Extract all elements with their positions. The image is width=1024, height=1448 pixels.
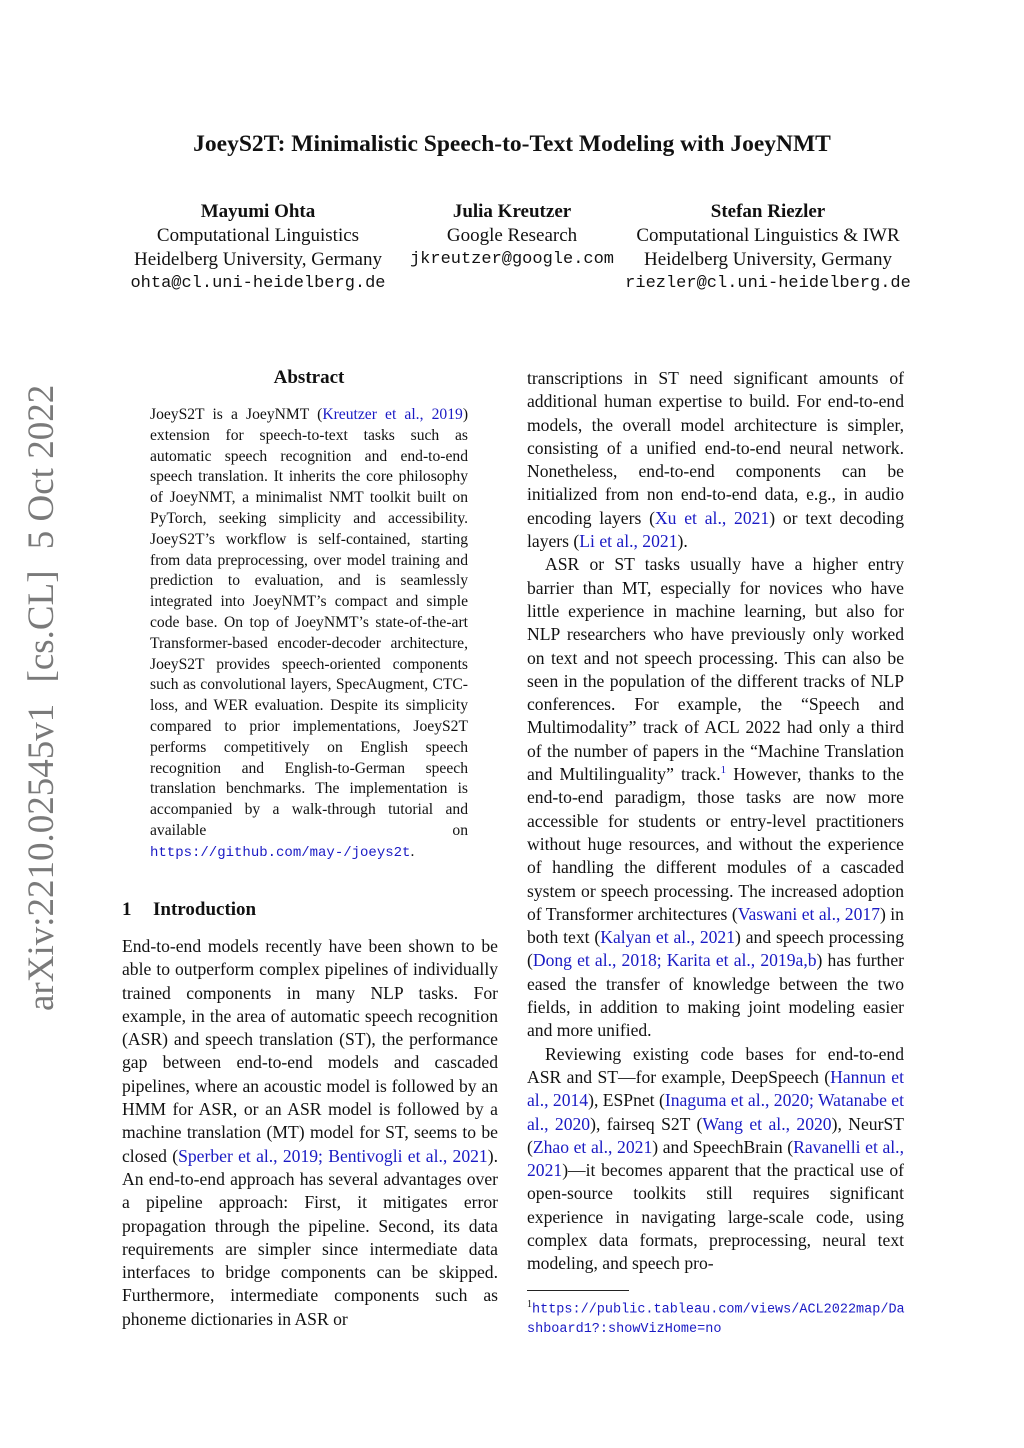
arxiv-id[interactable]: arXiv:2210.02545v1: [21, 703, 62, 1011]
body-text: Reviewing existing code bases for end-to-end ASR and ST—for example, DeepSpeech (: [527, 1043, 904, 1087]
body-text: ), ESPnet (: [588, 1090, 665, 1111]
paragraph: [122, 935, 498, 1331]
author-affiliation: Heidelberg University, Germany: [644, 249, 892, 270]
author-name: Stefan Riezler: [710, 201, 826, 222]
footnote-rule: [527, 1290, 629, 1291]
body-text: ) in both text (: [527, 903, 904, 948]
author-block-ohta: [112, 200, 404, 296]
paper-title: JoeyS2T: Minimalistic Speech-to-Text Modeling with JoeyNMT: [193, 131, 831, 157]
section-title: Introduction: [153, 899, 257, 920]
abstract-heading: Abstract: [273, 367, 345, 388]
abstract-text: ) extension for speech-to-text tasks such as automatic speech recognition and end-to-end speech translation. It inherits the core philosophy of JoeyNMT, a minimalist NMT toolkit built on PyTorch, seeking simplicity and accessibility. JoeyS2T’s workflow is self-contained, starting from data preprocessing, over model training and prediction to evaluation, and is seamlessly integrated into JoeyNMT’s compact and simple code base. On top of JoeyNMT’s state-of-the-art Transformer-based encoder-decoder architecture, JoeyS2T provides speech-oriented components such as convolutional layers, SpecAugment, CTC-loss, and WER evaluation. Despite its simplicity compared to prior implementations, JoeyS2T performs competitively on English speech recognition and English-to-German speech translation benchmarks. The implementation is accompanied by a walk-through tutorial and available on: [150, 406, 469, 839]
citation-link[interactable]: Kalyan et al., 2021: [600, 927, 736, 948]
body-text: ), NeurST (: [527, 1113, 904, 1157]
citation-link[interactable]: Wang et al., 2020: [702, 1113, 832, 1134]
body-text: ), fairseq S2T (: [590, 1113, 703, 1134]
author-affiliation: Computational Linguistics: [156, 225, 360, 246]
footnote-number: 1: [527, 1299, 532, 1310]
author-affiliation: Computational Linguistics & IWR: [636, 225, 900, 246]
citation-link[interactable]: Inaguma et al., 2020; Watanabe et al., 2020: [527, 1090, 904, 1134]
citation-link[interactable]: Vaswani et al., 2017: [737, 903, 880, 924]
abstract-text: .: [410, 842, 415, 860]
arxiv-identifier-stamp: [21, 384, 62, 1017]
body-text: ) has further eased the transfer of knowledge between the two fields, in addition to making joint modeling easier and more unified.: [527, 950, 904, 1041]
citation-link[interactable]: Ravanelli et al., 2021: [527, 1136, 904, 1181]
body-text: transcriptions in ST need significant amounts of additional human expertise to build. For end-to-end models, the overall model architecture is simpler, consisting of a unified end-to-end neural network. Nonetheless, end-to-end components can be initialized from non end-to-end data, e.g., in audio encoding layers (: [527, 368, 904, 528]
citation-link[interactable]: Kreutzer et al., 2019: [322, 406, 463, 423]
author-email[interactable]: ohta@cl.uni-heidelberg.de: [130, 274, 386, 293]
citation-link[interactable]: Xu et al., 2021: [654, 507, 770, 528]
body-text: ) or text decoding layers (: [527, 507, 905, 552]
author-name: Julia Kreutzer: [452, 201, 572, 222]
arxiv-category: [cs.CL]: [21, 570, 62, 683]
author-block-kreutzer: [405, 200, 619, 272]
body-text: End-to-end models recently have been shown to be able to outperform complex pipelines of individually trained components in many NLP tasks. For example, in the area of automatic speech recognition (ASR) and speech translation (ST), the performance gap between end-to-end models and cascaded pipelines, where an acoustic model is followed by an HMM for ASR, or an ASR model is followed by a machine translation (MT) model for ST, seems to be closed (: [122, 936, 498, 1166]
citation-link[interactable]: Hannun et al., 2014: [527, 1066, 904, 1111]
author-email[interactable]: jkreutzer@google.com: [409, 250, 615, 269]
citation-link[interactable]: Li et al., 2021: [579, 531, 678, 552]
author-block-riezler: [620, 200, 916, 296]
paragraph: [527, 553, 904, 1042]
abstract-body: [150, 405, 468, 864]
body-text: ASR or ST tasks usually have a higher entry barrier than MT, especially for novices who have little experience in machine learning, but also for NLP researchers who have previously only worked on text and not speech processing. This can also be seen in the population of the different tracks of NLP conferences. For example, the “Speech and Multimodality” track of ACL 2022 had only a third of the number of papers in the “Machine Translation and Multilinguality” track.: [527, 554, 904, 785]
intro-left-column: [122, 935, 498, 1331]
author-name: Mayumi Ohta: [200, 201, 316, 222]
arxiv-date: 5 Oct 2022: [21, 384, 62, 550]
footnote-url[interactable]: https://public.tableau.com/views/ACL2022map/Dashboard1?:showVizHome=no: [527, 1302, 905, 1337]
footnote-marker[interactable]: 1: [720, 764, 727, 777]
citation-link[interactable]: Sperber et al., 2019; Bentivogli et al., 2021: [178, 1145, 488, 1166]
author-affiliation: Heidelberg University, Germany: [134, 249, 382, 270]
footnote: [527, 1295, 907, 1339]
author-email[interactable]: riezler@cl.uni-heidelberg.de: [625, 274, 911, 293]
body-text: ) and speech processing (: [527, 927, 904, 971]
github-link[interactable]: https://github.com/may-/joeys2t: [150, 844, 411, 861]
body-text: However, thanks to the end-to-end paradigm, those tasks are now more accessible for students or entry-level practitioners without huge resources, and without the experience of handling the different modules of a cascaded system or speech processing. The increased adoption of Transformer architectures (: [527, 764, 904, 924]
paragraph: [527, 367, 904, 553]
body-text: ). An end-to-end approach has several advantages over a pipeline approach: First, it mitigates error propagation through the pipeline. Second, its data requirements are simpler since intermediate data interfaces to bridge components can be skipped. Furthermore, intermediate components such as phoneme dictionaries in ASR or: [122, 1145, 498, 1329]
body-text: ) and SpeechBrain (: [652, 1136, 794, 1157]
paragraph: [527, 1043, 904, 1276]
abstract-text: JoeyS2T is a JoeyNMT (: [150, 406, 323, 423]
citation-link[interactable]: Dong et al., 2018; Karita et al., 2019a,b: [532, 950, 817, 971]
author-affiliation: Google Research: [446, 225, 578, 246]
section-number: 1: [122, 899, 132, 920]
body-text: ).: [677, 531, 688, 552]
intro-right-column: [527, 367, 904, 1276]
citation-link[interactable]: Zhao et al., 2021: [532, 1136, 653, 1157]
body-text: )—it becomes apparent that the practical use of open-source toolkits still requires significant experience in navigating large-scale code, using complex data formats, preprocessing, neural text modeling, and speech pro-: [527, 1160, 904, 1274]
